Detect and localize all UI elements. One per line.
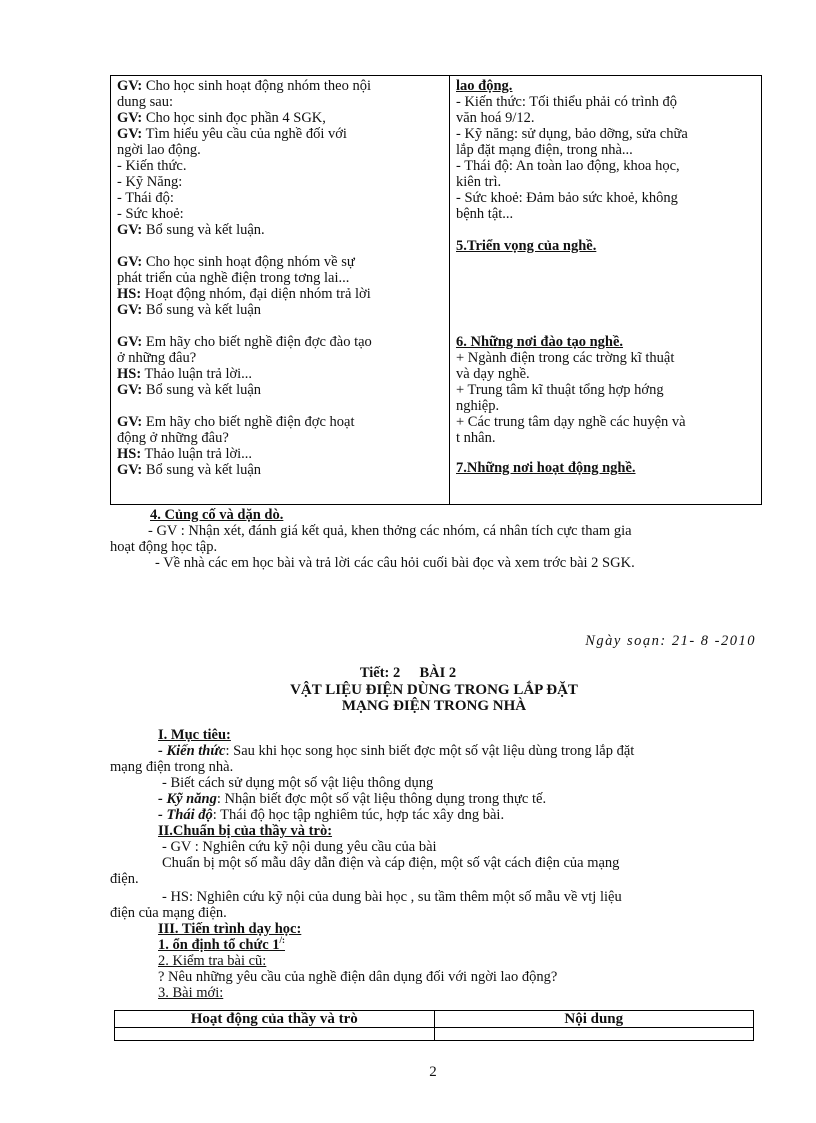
left-line: ngời lao động. bbox=[117, 142, 201, 158]
date-line: Ngày soạn: 21- 8 -2010 bbox=[585, 633, 756, 649]
right-line: t nhân. bbox=[456, 430, 496, 446]
knowledge-2: - Biết cách sử dụng một số vật liệu thông dụng bbox=[162, 775, 434, 791]
right-line: - Kỹ năng: sử dụng, bảo dỡng, sửa chữa bbox=[456, 126, 688, 142]
col-header-activities: Hoạt động của thầy và trò bbox=[115, 1011, 435, 1028]
right-line: + Các trung tâm dạy nghề các huyện và bbox=[456, 414, 686, 430]
step-1: 1. ổn định tổ chức 1/: bbox=[158, 935, 286, 953]
col-header-content: Nội dung bbox=[434, 1011, 754, 1028]
right-line: - Kiến thức: Tối thiểu phải có trình độ bbox=[456, 94, 678, 110]
section-4-line1: - GV : Nhận xét, đánh giá kết quả, khen thởng các nhóm, cá nhân tích cực tham gia bbox=[148, 523, 632, 539]
left-line: HS: Hoạt động nhóm, đại diện nhóm trả lời bbox=[117, 286, 371, 302]
lesson-number: Tiết: 2 bbox=[359, 665, 401, 681]
page-number: 2 bbox=[429, 1064, 437, 1080]
right-line: văn hoá 9/12. bbox=[456, 110, 535, 126]
section-4-title: 4. Củng cố và dặn dò. bbox=[150, 507, 284, 523]
lesson-header bbox=[0, 665, 816, 681]
table-cell bbox=[434, 1028, 754, 1041]
right-line: nghiệp. bbox=[456, 398, 500, 414]
review-question: ? Nêu những yêu cầu của nghề điện dân dụng đối với ngời lao động? bbox=[158, 969, 558, 985]
left-line: GV: Tìm hiểu yêu cầu của nghề đối với bbox=[117, 126, 347, 142]
left-line: GV: Bổ sung và kết luận bbox=[117, 302, 262, 318]
heading-6: 6. Những nơi đào tạo nghề. bbox=[456, 334, 624, 350]
left-line: HS: Thảo luận trả lời... bbox=[117, 446, 253, 462]
left-line: GV: Cho học sinh hoạt động nhóm theo nội bbox=[117, 78, 372, 94]
step-2: 2. Kiểm tra bài cũ: bbox=[158, 953, 267, 969]
attitude-line: - Thái độ: Thái độ học tập nghiêm túc, hợp tác xây dng bài. bbox=[158, 807, 505, 823]
heading-5: 5.Triển vọng của nghề. bbox=[456, 238, 597, 254]
section-4-line2: hoạt động học tập. bbox=[110, 539, 218, 555]
left-line: GV: Em hãy cho biết nghề điện đợc hoạt bbox=[117, 414, 355, 430]
right-line: và dạy nghề. bbox=[456, 366, 530, 382]
section-4-line3: - Về nhà các em học bài và trả lời các câu hỏi cuối bài đọc và xem trớc bài 2 SGK. bbox=[155, 555, 635, 571]
left-line: GV: Bổ sung và kết luận bbox=[117, 462, 262, 478]
left-line: - Kiến thức. bbox=[117, 158, 187, 174]
left-line: GV: Em hãy cho biết nghề điện đợc đào tạo bbox=[117, 334, 372, 350]
left-line: HS: Thảo luận trả lời... bbox=[117, 366, 253, 382]
right-line: - Sức khoẻ: Đảm bảo sức khoẻ, không bbox=[456, 190, 678, 206]
preparation-heading: II.Chuẩn bị của thầy và trò: bbox=[158, 823, 333, 839]
table-cell bbox=[115, 1028, 435, 1041]
left-line: - Sức khoẻ: bbox=[117, 206, 184, 222]
left-line: GV: Cho học sinh đọc phần 4 SGK, bbox=[117, 110, 326, 126]
activity-table bbox=[110, 75, 762, 505]
right-line: lắp đặt mạng điện, trong nhà... bbox=[456, 142, 633, 158]
hs-prep-1: - HS: Nghiên cứu kỹ nội của dung bài học , su tầm thêm một số mẫu về vtj liệu bbox=[162, 889, 622, 905]
left-line: GV: Bổ sung và kết luận bbox=[117, 382, 262, 398]
hs-prep-2: điện của mạng điện. bbox=[110, 905, 227, 921]
right-line: bệnh tật... bbox=[456, 206, 514, 222]
left-line: - Thái độ: bbox=[117, 190, 174, 206]
skill-line: - Kỹ năng: Nhận biết đợc một số vật liệu thông dụng trong thực tế. bbox=[158, 791, 547, 807]
right-line: + Trung tâm kĩ thuật tổng hợp hớng bbox=[456, 382, 664, 398]
heading-7: 7.Những nơi hoạt động nghề. bbox=[456, 460, 636, 476]
left-line: động ở những đâu? bbox=[117, 430, 229, 446]
lesson-body bbox=[110, 727, 760, 1001]
knowledge-cont: mạng điện trong nhà. bbox=[110, 759, 234, 775]
lesson-table bbox=[114, 1010, 754, 1041]
right-line: + Ngành điện trong các trờng kĩ thuật bbox=[456, 350, 675, 366]
step-3: 3. Bài mới: bbox=[158, 985, 224, 1001]
left-line: GV: Bổ sung và kết luận. bbox=[117, 222, 265, 238]
right-line: - Thái độ: An toàn lao động, khoa học, bbox=[456, 158, 680, 174]
gv-prep-1: - GV : Nghiên cứu kỹ nội dung yêu cầu của bài bbox=[162, 839, 437, 855]
right-line: lao động. bbox=[456, 78, 513, 94]
knowledge-line: - Kiến thức: Sau khi học song học sinh biết đợc một số vật liệu dùng trong lắp đặt bbox=[158, 743, 635, 759]
lesson-title-2: MẠNG ĐIỆN TRONG NHÀ bbox=[341, 698, 527, 714]
lesson-label: BÀI 2 bbox=[419, 665, 457, 681]
gv-prep-2: Chuẩn bị một số mẫu dây dẫn điện và cáp điện, một số vật cách điện của mạng bbox=[162, 855, 620, 871]
process-heading: III. Tiến trình dạy học: bbox=[158, 921, 302, 937]
left-line: phát triển của nghề điện trong tơng lai... bbox=[117, 270, 350, 286]
left-line: ở những đâu? bbox=[117, 350, 197, 366]
gv-prep-3: điện. bbox=[110, 871, 139, 887]
objectives-heading: I. Mục tiêu: bbox=[158, 727, 231, 743]
left-line: - Kỹ Năng: bbox=[117, 174, 183, 190]
content-column bbox=[450, 76, 762, 505]
right-line: kiên trì. bbox=[456, 174, 502, 190]
left-line: GV: Cho học sinh hoạt động nhóm về sự bbox=[117, 254, 355, 270]
lesson-title-1: VẬT LIỆU ĐIỆN DÙNG TRONG LẮP ĐẶT bbox=[290, 682, 578, 698]
teacher-student-column bbox=[111, 76, 450, 505]
left-line: dung sau: bbox=[117, 94, 173, 110]
